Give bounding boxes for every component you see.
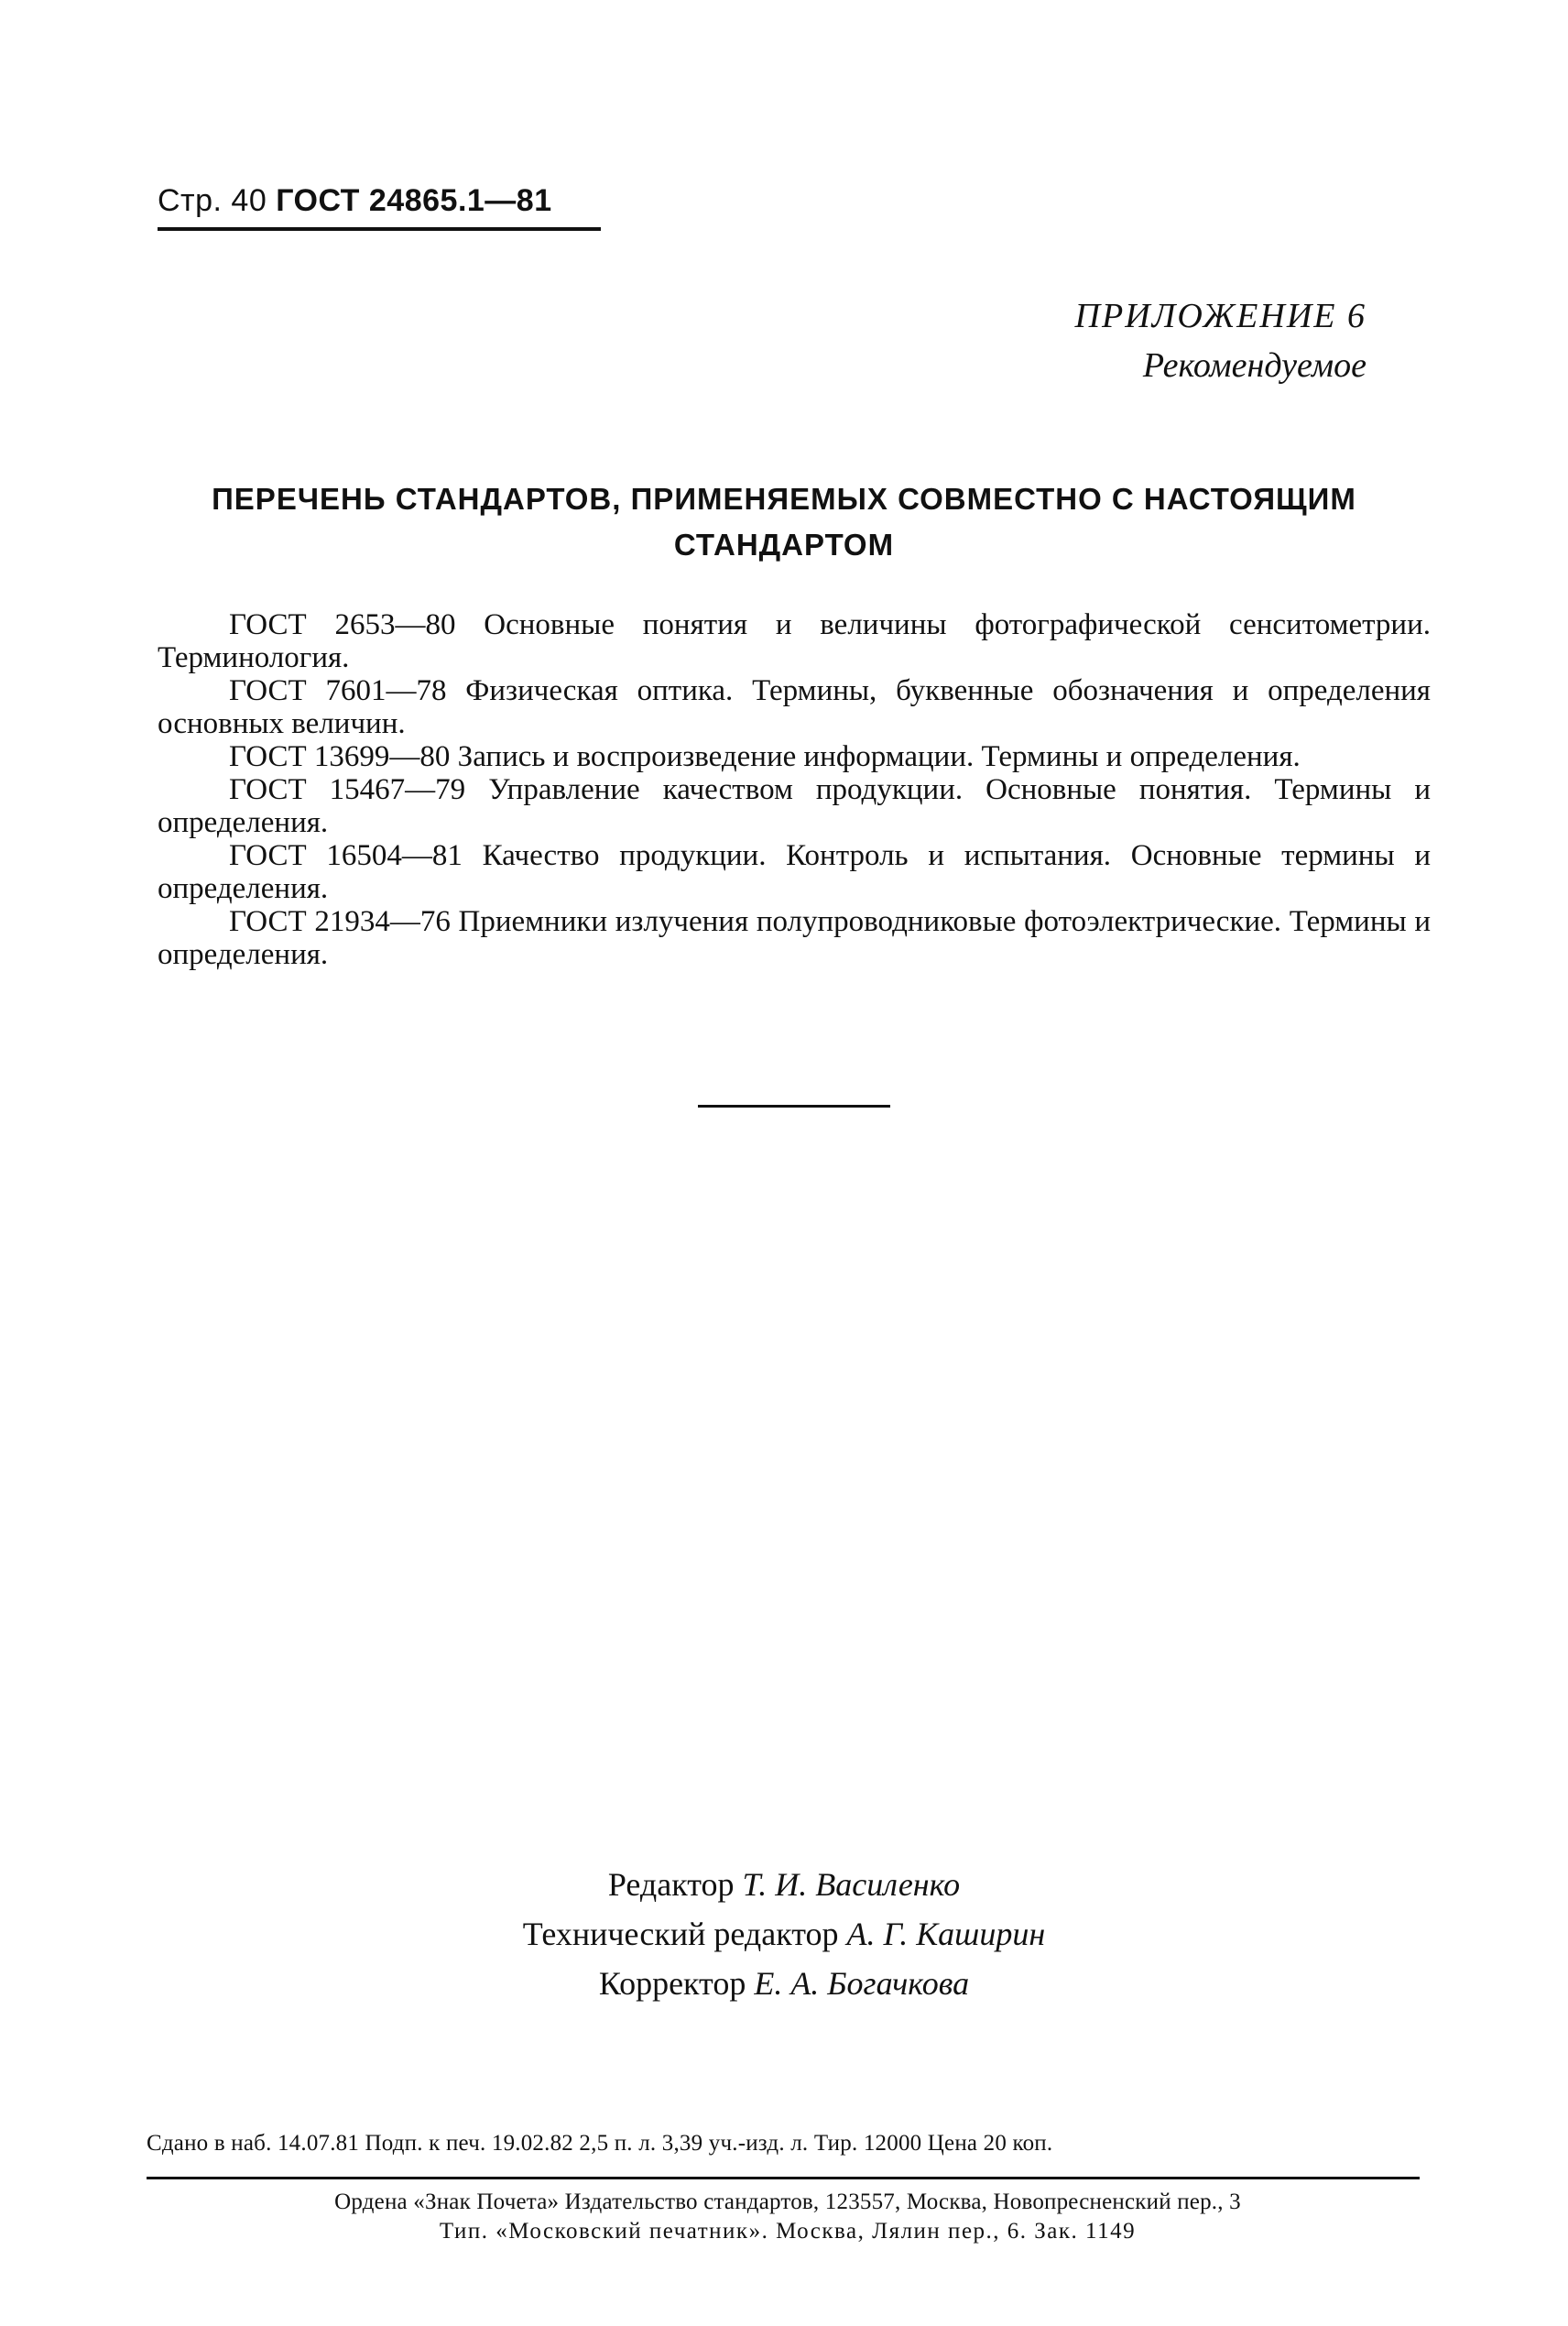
credit-role: Корректор [598, 1965, 746, 2002]
page-title-line-1: ПЕРЕЧЕНЬ СТАНДАРТОВ, ПРИМЕНЯЕМЫХ СОВМЕСТНО С НАСТОЯЩИМ [212, 482, 1356, 516]
publisher-imprint [147, 2188, 1429, 2246]
list-item: ГОСТ 13699—80 Запись и воспроизведение информации. Термины и определения. [229, 740, 1301, 773]
list-item: ГОСТ 21934—76 Приемники излучения полупроводниковые фотоэлектрические. Термины и определения. [158, 905, 1431, 971]
imprint-rule [147, 2177, 1420, 2179]
credits [158, 1860, 1410, 2008]
appendix-status: Рекомендуемое [1142, 346, 1367, 385]
credit-proofreader [158, 1959, 1410, 2008]
list-item: ГОСТ 2653—80 Основные понятия и величины фотографической сенситометрии. Терминология. [158, 608, 1431, 674]
credit-role: Редактор [607, 1866, 735, 1903]
page-title-line-2: СТАНДАРТОМ [673, 528, 895, 562]
printer-line: Тип. «Московский печатник». Москва, Лялин пер., 6. Зак. 1149 [439, 2219, 1137, 2244]
publisher-line: Ордена «Знак Почета» Издательство стандартов, 123557, Москва, Новопресненский пер., 3 [334, 2189, 1241, 2214]
section-divider [698, 1105, 890, 1108]
credit-person: А. Г. Каширин [846, 1916, 1046, 1952]
credit-person: Е. А. Богачкова [754, 1965, 970, 2002]
credit-tech-editor [158, 1909, 1410, 1959]
appendix-title: ПРИЛОЖЕНИЕ 6 [1074, 297, 1367, 335]
page-number: Стр. 40 [158, 183, 267, 218]
page-header [158, 183, 552, 219]
appendix-label [1075, 291, 1367, 390]
credit-role: Технический редактор [522, 1916, 839, 1952]
credit-editor [158, 1860, 1410, 1909]
credit-person: Т. И. Василенко [742, 1866, 961, 1903]
standards-list [158, 608, 1431, 971]
list-item: ГОСТ 15467—79 Управление качеством продукции. Основные понятия. Термины и определения. [158, 773, 1431, 839]
page-title [158, 476, 1410, 568]
list-item: ГОСТ 7601—78 Физическая оптика. Термины, буквенные обозначения и определения основных величин. [158, 674, 1431, 740]
document-number: ГОСТ 24865.1—81 [276, 183, 552, 218]
header-rule [158, 227, 601, 231]
list-item: ГОСТ 16504—81 Качество продукции. Контроль и испытания. Основные термины и определения. [158, 839, 1431, 905]
print-details: Сдано в наб. 14.07.81 Подп. к печ. 19.02.82 2,5 п. л. 3,39 уч.-изд. л. Тир. 12000 Цена 20 коп. [147, 2131, 1053, 2156]
